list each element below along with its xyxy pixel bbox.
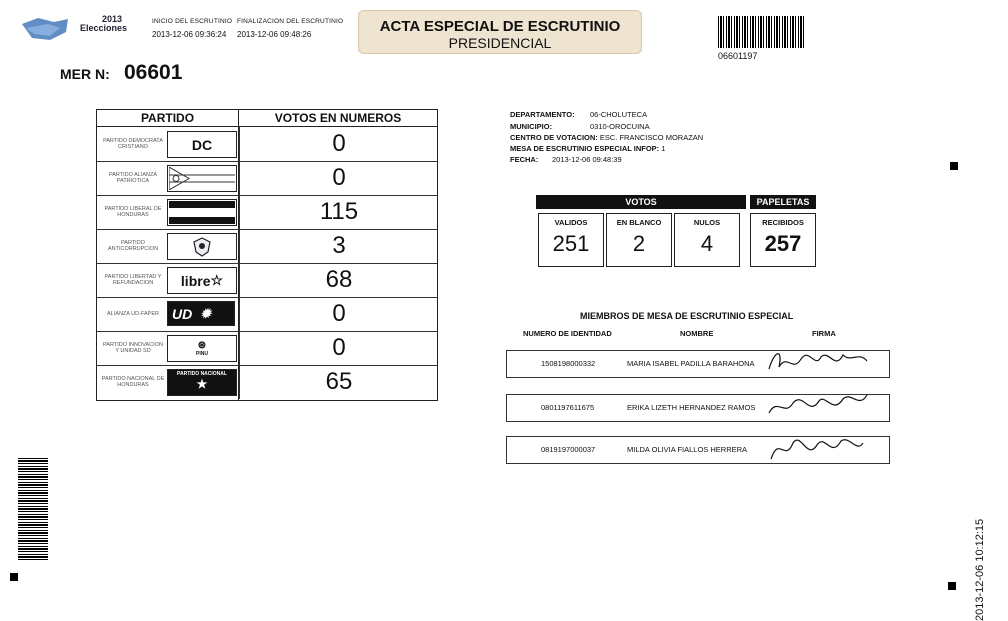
member-row [506, 350, 890, 378]
recibidos-label: RECIBIDOS [762, 218, 804, 227]
member-row [506, 394, 890, 422]
party-name: PARTIDO LIBERAL DE HONDURAS [104, 206, 162, 218]
member-row [506, 436, 890, 464]
logo-year: 2013 [102, 14, 123, 24]
nacional-logo-text: PARTIDO NACIONAL [177, 371, 227, 377]
nacional-logo [167, 369, 237, 396]
party-row-dc [97, 127, 437, 162]
mesa-label: MESA DE ESCRUTINIO ESPECIAL INFOP: [510, 144, 660, 153]
municipio-label: MUNICIPIO: [510, 122, 553, 131]
side-timestamp: 2013-12-06 10:12:15 [974, 518, 986, 621]
star-icon: ★ [196, 377, 208, 391]
party-row-liberal [97, 195, 437, 230]
party-name: PARTIDO INNOVACION Y UNIDAD SD [103, 342, 163, 354]
registration-mark [10, 573, 18, 581]
col-votes-header: VOTOS EN NUMEROS [239, 110, 437, 127]
logo-text: Elecciones [80, 23, 128, 33]
party-name: PARTIDO ALIANZA PATRIOTICA [108, 172, 158, 184]
member-id: 0819197000037 [541, 445, 596, 454]
recibidos-value: 257 [764, 231, 802, 256]
barcode-number: 06601197 [718, 51, 758, 61]
member-name: ERIKA LIZETH HERNANDEZ RAMOS [627, 403, 756, 412]
party-votes: 0 [239, 331, 438, 365]
pac-flag-icon [167, 165, 237, 192]
party-votes: 65 [239, 365, 438, 399]
blanco-value: 2 [632, 231, 646, 256]
title-line1: ACTA ESPECIAL DE ESCRUTINIO [379, 18, 621, 35]
party-votes: 0 [239, 297, 438, 331]
departamento-value: 06-CHOLUTECA [590, 110, 648, 119]
libre-logo-text: libre [180, 272, 211, 289]
fin-value: 2013-12-06 09:48:26 [237, 30, 312, 39]
party-votes-table [96, 109, 438, 401]
party-votes: 0 [239, 161, 438, 195]
party-row-nacional [97, 365, 437, 399]
tse-logo [20, 14, 140, 48]
mesa-value: 1 [661, 144, 666, 153]
papeletas-header: PAPELETAS [750, 195, 816, 209]
centro-label: CENTRO DE VOTACION: [510, 133, 598, 142]
libre-logo [167, 267, 237, 294]
party-row-ud [97, 297, 437, 332]
centro-line [510, 133, 703, 142]
title-box [358, 10, 642, 54]
pinu-logo-text: PINU [196, 350, 208, 357]
vertical-barcode [18, 458, 48, 560]
nulos-value: 4 [700, 231, 714, 256]
nulos-cell [674, 213, 740, 267]
registration-mark [950, 162, 958, 170]
pinu-logo [167, 335, 237, 362]
signature-icon [763, 429, 883, 469]
fecha-label: FECHA: [510, 155, 539, 164]
party-votes: 3 [239, 229, 438, 263]
barcode [718, 16, 804, 48]
member-id: 0801197611675 [541, 403, 595, 412]
party-row-libre [97, 263, 437, 298]
signature-icon [763, 345, 883, 379]
pinu-emblem-icon: ⊛ [197, 339, 207, 351]
party-name: PARTIDO DEMOCRATA CRISTIANO [103, 138, 163, 150]
member-name: MARIA ISABEL PADILLA BARAHONA [627, 359, 755, 368]
recibidos-cell [750, 213, 816, 267]
fin-label: FINALIZACION DEL ESCRUTINIO [237, 18, 344, 25]
municipio-value: 0310-OROCUINA [590, 122, 650, 131]
party-name: ALIANZA UD-FAPER [107, 311, 159, 317]
departamento-label: DEPARTAMENTO: [510, 110, 575, 119]
signature-icon [763, 387, 883, 423]
ud-logo [167, 301, 235, 326]
departamento-line [510, 110, 648, 119]
col-sign-header: FIRMA [812, 329, 836, 338]
mer-number: 06601 [124, 61, 183, 84]
sun-icon: ✹ [200, 305, 212, 321]
fecha-value: 2013-12-06 09:48:39 [552, 155, 622, 164]
validos-label: VALIDOS [554, 218, 588, 227]
party-row-pinu [97, 331, 437, 366]
municipio-line [510, 122, 650, 131]
party-votes: 115 [239, 195, 438, 229]
party-row-pac-anticorrupcion [97, 229, 437, 264]
title-line2: PRESIDENCIAL [448, 35, 552, 51]
ud-logo-text: UD [172, 305, 193, 322]
liberal-flag-icon [167, 199, 237, 226]
votos-header: VOTOS [536, 195, 746, 209]
fecha-line [510, 155, 622, 164]
col-id-header: NUMERO DE IDENTIDAD [523, 329, 612, 338]
party-name: PARTIDO LIBERTAD Y REFUNDACION [104, 274, 162, 286]
party-votes: 68 [239, 263, 438, 297]
members-title: MIEMBROS DE MESA DE ESCRUTINIO ESPECIAL [580, 311, 794, 321]
centro-value: ESC. FRANCISCO MORAZAN [599, 133, 704, 142]
validos-cell [538, 213, 604, 267]
nulos-label: NULOS [693, 218, 721, 227]
mesa-line [510, 144, 665, 153]
party-name: PARTIDO ANTICORRUPCION [107, 240, 159, 252]
inicio-label: INICIO DEL ESCRUTINIO [152, 18, 233, 25]
member-id: 1508198000332 [541, 359, 596, 368]
party-row-pac [97, 161, 437, 196]
anticorrupcion-shield-icon [167, 233, 237, 260]
star-icon: ☆ [210, 272, 224, 288]
blanco-cell [606, 213, 672, 267]
mer-label: MER N: [60, 66, 110, 82]
inicio-value: 2013-12-06 09:36:24 [152, 30, 227, 39]
col-party-header: PARTIDO [97, 110, 238, 127]
col-name-header: NOMBRE [680, 329, 714, 338]
blanco-label: EN BLANCO [616, 218, 662, 227]
party-name: PARTIDO NACIONAL DE HONDURAS [101, 376, 165, 388]
dc-logo: DC [167, 131, 237, 158]
registration-mark [948, 582, 956, 590]
party-votes: 0 [239, 127, 438, 161]
member-name: MILDA OLIVIA FIALLOS HERRERA [627, 445, 748, 454]
validos-value: 251 [552, 231, 590, 256]
